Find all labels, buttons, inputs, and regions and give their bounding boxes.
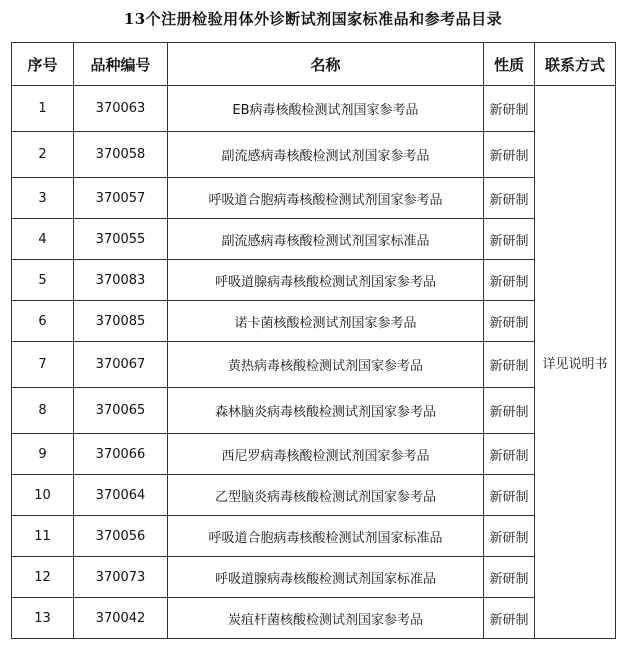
row-no: 9 (12, 434, 74, 475)
row-code: 370055 (74, 219, 168, 260)
row-property: 新研制 (484, 598, 535, 639)
row-property: 新研制 (484, 301, 535, 342)
row-name: 炭疽杆菌核酸检测试剂国家参考品 (168, 598, 484, 639)
row-code: 370067 (74, 342, 168, 388)
row-name: 副流感病毒核酸检测试剂国家标准品 (168, 219, 484, 260)
row-property: 新研制 (484, 219, 535, 260)
header-name: 名称 (168, 43, 484, 86)
row-property: 新研制 (484, 434, 535, 475)
row-code: 370066 (74, 434, 168, 475)
document-title: 13个注册检验用体外诊断试剂国家标准品和参考品目录 (123, 10, 503, 28)
table-row (12, 178, 616, 219)
row-name: 西尼罗病毒核酸检测试剂国家参考品 (168, 434, 484, 475)
table-row (12, 219, 616, 260)
row-code: 370085 (74, 301, 168, 342)
row-property: 新研制 (484, 86, 535, 132)
table-row (12, 342, 616, 388)
row-code: 370064 (74, 475, 168, 516)
row-code: 370058 (74, 132, 168, 178)
row-no: 6 (12, 301, 74, 342)
row-no: 3 (12, 178, 74, 219)
row-property: 新研制 (484, 260, 535, 301)
row-no: 12 (12, 557, 74, 598)
row-name: 呼吸道腺病毒核酸检测试剂国家标准品 (168, 557, 484, 598)
row-code: 370063 (74, 86, 168, 132)
row-name: 黄热病毒核酸检测试剂国家参考品 (168, 342, 484, 388)
row-no: 10 (12, 475, 74, 516)
table-row (12, 388, 616, 434)
table-header-row (12, 43, 616, 86)
row-name: 呼吸道合胞病毒核酸检测试剂国家参考品 (168, 178, 484, 219)
row-name: EB病毒核酸检测试剂国家参考品 (168, 86, 484, 132)
row-no: 7 (12, 342, 74, 388)
row-code: 370056 (74, 516, 168, 557)
table-row (12, 260, 616, 301)
table-row (12, 434, 616, 475)
row-no: 11 (12, 516, 74, 557)
row-no: 13 (12, 598, 74, 639)
row-no: 8 (12, 388, 74, 434)
row-name: 森林脑炎病毒核酸检测试剂国家参考品 (168, 388, 484, 434)
table-row (12, 132, 616, 178)
contact-cell: 详见说明书 (535, 86, 616, 639)
row-code: 370083 (74, 260, 168, 301)
row-property: 新研制 (484, 342, 535, 388)
row-property: 新研制 (484, 516, 535, 557)
table-row (12, 598, 616, 639)
table-body (12, 86, 616, 639)
row-name: 副流感病毒核酸检测试剂国家参考品 (168, 132, 484, 178)
row-property: 新研制 (484, 132, 535, 178)
table-row (12, 475, 616, 516)
table-row (12, 301, 616, 342)
row-property: 新研制 (484, 557, 535, 598)
table-row (12, 557, 616, 598)
catalog-table (11, 42, 616, 639)
row-code: 370042 (74, 598, 168, 639)
row-property: 新研制 (484, 475, 535, 516)
row-name: 乙型脑炎病毒核酸检测试剂国家参考品 (168, 475, 484, 516)
table-row (12, 516, 616, 557)
row-code: 370057 (74, 178, 168, 219)
header-no: 序号 (12, 43, 74, 86)
row-name: 诺卡菌核酸检测试剂国家参考品 (168, 301, 484, 342)
row-no: 1 (12, 86, 74, 132)
header-property: 性质 (484, 43, 535, 86)
header-code: 品种编号 (74, 43, 168, 86)
row-no: 4 (12, 219, 74, 260)
table-row (12, 86, 616, 132)
row-code: 370073 (74, 557, 168, 598)
row-name: 呼吸道腺病毒核酸检测试剂国家参考品 (168, 260, 484, 301)
row-code: 370065 (74, 388, 168, 434)
row-property: 新研制 (484, 178, 535, 219)
header-contact: 联系方式 (535, 43, 616, 86)
row-property: 新研制 (484, 388, 535, 434)
row-name: 呼吸道合胞病毒核酸检测试剂国家标准品 (168, 516, 484, 557)
row-no: 5 (12, 260, 74, 301)
row-no: 2 (12, 132, 74, 178)
